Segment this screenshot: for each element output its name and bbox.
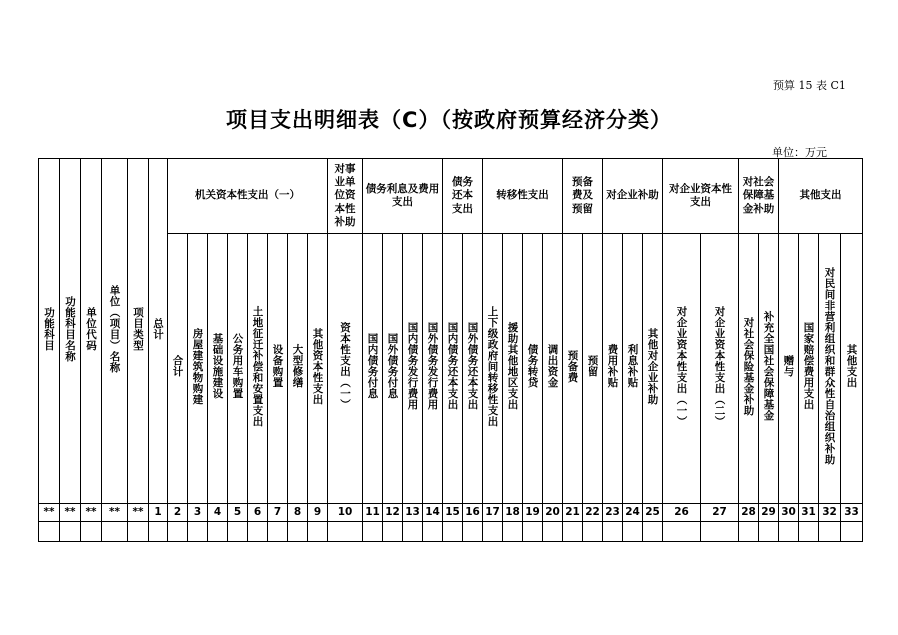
group-header-debt-principal: 债务还本支出 (443, 159, 483, 234)
sub-header: 国外债务付息 (383, 234, 403, 504)
empty-cell[interactable] (248, 522, 268, 542)
column-number: 7 (268, 504, 288, 522)
column-number: 20 (543, 504, 563, 522)
empty-cell[interactable] (60, 522, 81, 542)
sub-header: 预备费 (563, 234, 583, 504)
group-header-public-institution-capital: 对事业单位资本性补助 (328, 159, 363, 234)
group-header-enterprise-subsidy: 对企业补助 (603, 159, 663, 234)
group-header-reserve: 预备费及预留 (563, 159, 603, 234)
column-number: 23 (603, 504, 623, 522)
sub-header: 费用补贴 (603, 234, 623, 504)
sub-header: 公务用车购置 (228, 234, 248, 504)
sub-header: 国内债务发行费用 (403, 234, 423, 504)
empty-cell[interactable] (383, 522, 403, 542)
column-number: 24 (623, 504, 643, 522)
empty-cell[interactable] (363, 522, 383, 542)
sub-header: 上下级政府间转移性支出 (483, 234, 503, 504)
sub-header: 房屋建筑物购建 (188, 234, 208, 504)
column-number: 29 (759, 504, 779, 522)
empty-cell[interactable] (503, 522, 523, 542)
column-number: 17 (483, 504, 503, 522)
empty-cell[interactable] (483, 522, 503, 542)
empty-cell[interactable] (208, 522, 228, 542)
col-header-project-type: 项目类型 (128, 159, 149, 504)
column-number: 33 (841, 504, 863, 522)
empty-cell[interactable] (81, 522, 102, 542)
col-header-function-name: 功能科目名称 (60, 159, 81, 504)
empty-cell[interactable] (523, 522, 543, 542)
empty-cell[interactable] (228, 522, 248, 542)
sub-header: 对企业资本性支出（一） (663, 234, 701, 504)
sub-header: 资本性支出（一） (328, 234, 363, 504)
table-code: 预算 15 表 C1 (773, 79, 846, 92)
group-header-enterprise-capital: 对企业资本性支出 (663, 159, 739, 234)
column-number: 32 (819, 504, 841, 522)
empty-cell[interactable] (779, 522, 799, 542)
sub-header: 设备购置 (268, 234, 288, 504)
sub-header: 债务转贷 (523, 234, 543, 504)
empty-cell[interactable] (423, 522, 443, 542)
empty-cell[interactable] (168, 522, 188, 542)
column-number: ** (102, 504, 128, 522)
empty-cell[interactable] (188, 522, 208, 542)
empty-cell[interactable] (308, 522, 328, 542)
column-number: 4 (208, 504, 228, 522)
empty-cell[interactable] (268, 522, 288, 542)
empty-cell[interactable] (603, 522, 623, 542)
empty-cell[interactable] (819, 522, 841, 542)
col-header-total: 总计 (149, 159, 168, 504)
column-number: 6 (248, 504, 268, 522)
column-number: 27 (701, 504, 739, 522)
column-number: 15 (443, 504, 463, 522)
empty-data-row (39, 522, 863, 542)
header-row-groups (39, 159, 863, 234)
empty-cell[interactable] (739, 522, 759, 542)
column-number: 11 (363, 504, 383, 522)
column-number: 30 (779, 504, 799, 522)
column-number: ** (60, 504, 81, 522)
column-number: 25 (643, 504, 663, 522)
column-number: ** (128, 504, 149, 522)
column-number: 5 (228, 504, 248, 522)
col-header-function-code: 功能科目 (39, 159, 60, 504)
empty-cell[interactable] (39, 522, 60, 542)
sub-header: 国家赔偿费用支出 (799, 234, 819, 504)
empty-cell[interactable] (149, 522, 168, 542)
sub-header: 其他资本性支出 (308, 234, 328, 504)
col-header-unit-code: 单位代码 (81, 159, 102, 504)
sub-header: 国内债务还本支出 (443, 234, 463, 504)
empty-cell[interactable] (328, 522, 363, 542)
empty-cell[interactable] (563, 522, 583, 542)
group-header-social-security: 对社会保障基金补助 (739, 159, 779, 234)
sub-header: 土地征迁补偿和安置支出 (248, 234, 268, 504)
group-header-debt-interest: 债务利息及费用支出 (363, 159, 443, 234)
column-number: 9 (308, 504, 328, 522)
column-number: ** (81, 504, 102, 522)
column-number: 28 (739, 504, 759, 522)
sub-header: 合计 (168, 234, 188, 504)
column-number-row (39, 504, 863, 522)
sub-header: 对社会保险基金补助 (739, 234, 759, 504)
sub-header: 预留 (583, 234, 603, 504)
unit-label: 单位：万元 (772, 146, 827, 159)
column-number: 22 (583, 504, 603, 522)
empty-cell[interactable] (543, 522, 563, 542)
sub-header: 其他对企业补助 (643, 234, 663, 504)
sub-header: 赠与 (779, 234, 799, 504)
page-title: 项目支出明细表（C）（按政府预算经济分类） (226, 108, 672, 132)
group-header-transfer: 转移性支出 (483, 159, 563, 234)
empty-cell[interactable] (663, 522, 701, 542)
column-number: 14 (423, 504, 443, 522)
column-number: 26 (663, 504, 701, 522)
empty-cell[interactable] (128, 522, 149, 542)
empty-cell[interactable] (102, 522, 128, 542)
sub-header: 其他支出 (841, 234, 863, 504)
column-number: 16 (463, 504, 483, 522)
empty-cell[interactable] (759, 522, 779, 542)
group-header-other: 其他支出 (779, 159, 863, 234)
sub-header: 对企业资本性支出（二） (701, 234, 739, 504)
sub-header: 援助其他地区支出 (503, 234, 523, 504)
sub-header: 大型修缮 (288, 234, 308, 504)
empty-cell[interactable] (841, 522, 863, 542)
empty-cell[interactable] (799, 522, 819, 542)
column-number: 12 (383, 504, 403, 522)
sub-header: 调出资金 (543, 234, 563, 504)
empty-cell[interactable] (623, 522, 643, 542)
column-number: 2 (168, 504, 188, 522)
sub-header: 基础设施建设 (208, 234, 228, 504)
column-number: 1 (149, 504, 168, 522)
empty-cell[interactable] (463, 522, 483, 542)
column-number: 10 (328, 504, 363, 522)
column-number: 8 (288, 504, 308, 522)
column-number: 21 (563, 504, 583, 522)
empty-cell[interactable] (701, 522, 739, 542)
sub-header: 对民间非营利组织和群众性自治组织补助 (819, 234, 841, 504)
column-number: ** (39, 504, 60, 522)
sub-header: 补充全国社会保障基金 (759, 234, 779, 504)
column-number: 19 (523, 504, 543, 522)
empty-cell[interactable] (403, 522, 423, 542)
sub-header: 国外债务发行费用 (423, 234, 443, 504)
budget-table (38, 158, 863, 542)
sub-header: 国外债务还本支出 (463, 234, 483, 504)
column-number: 31 (799, 504, 819, 522)
column-number: 13 (403, 504, 423, 522)
empty-cell[interactable] (288, 522, 308, 542)
sub-header: 利息补贴 (623, 234, 643, 504)
empty-cell[interactable] (443, 522, 463, 542)
col-header-unit-name: 单位（项目）名称 (102, 159, 128, 504)
empty-cell[interactable] (643, 522, 663, 542)
column-number: 3 (188, 504, 208, 522)
group-header-capital-1: 机关资本性支出（一） (168, 159, 328, 234)
empty-cell[interactable] (583, 522, 603, 542)
sub-header: 国内债务付息 (363, 234, 383, 504)
column-number: 18 (503, 504, 523, 522)
